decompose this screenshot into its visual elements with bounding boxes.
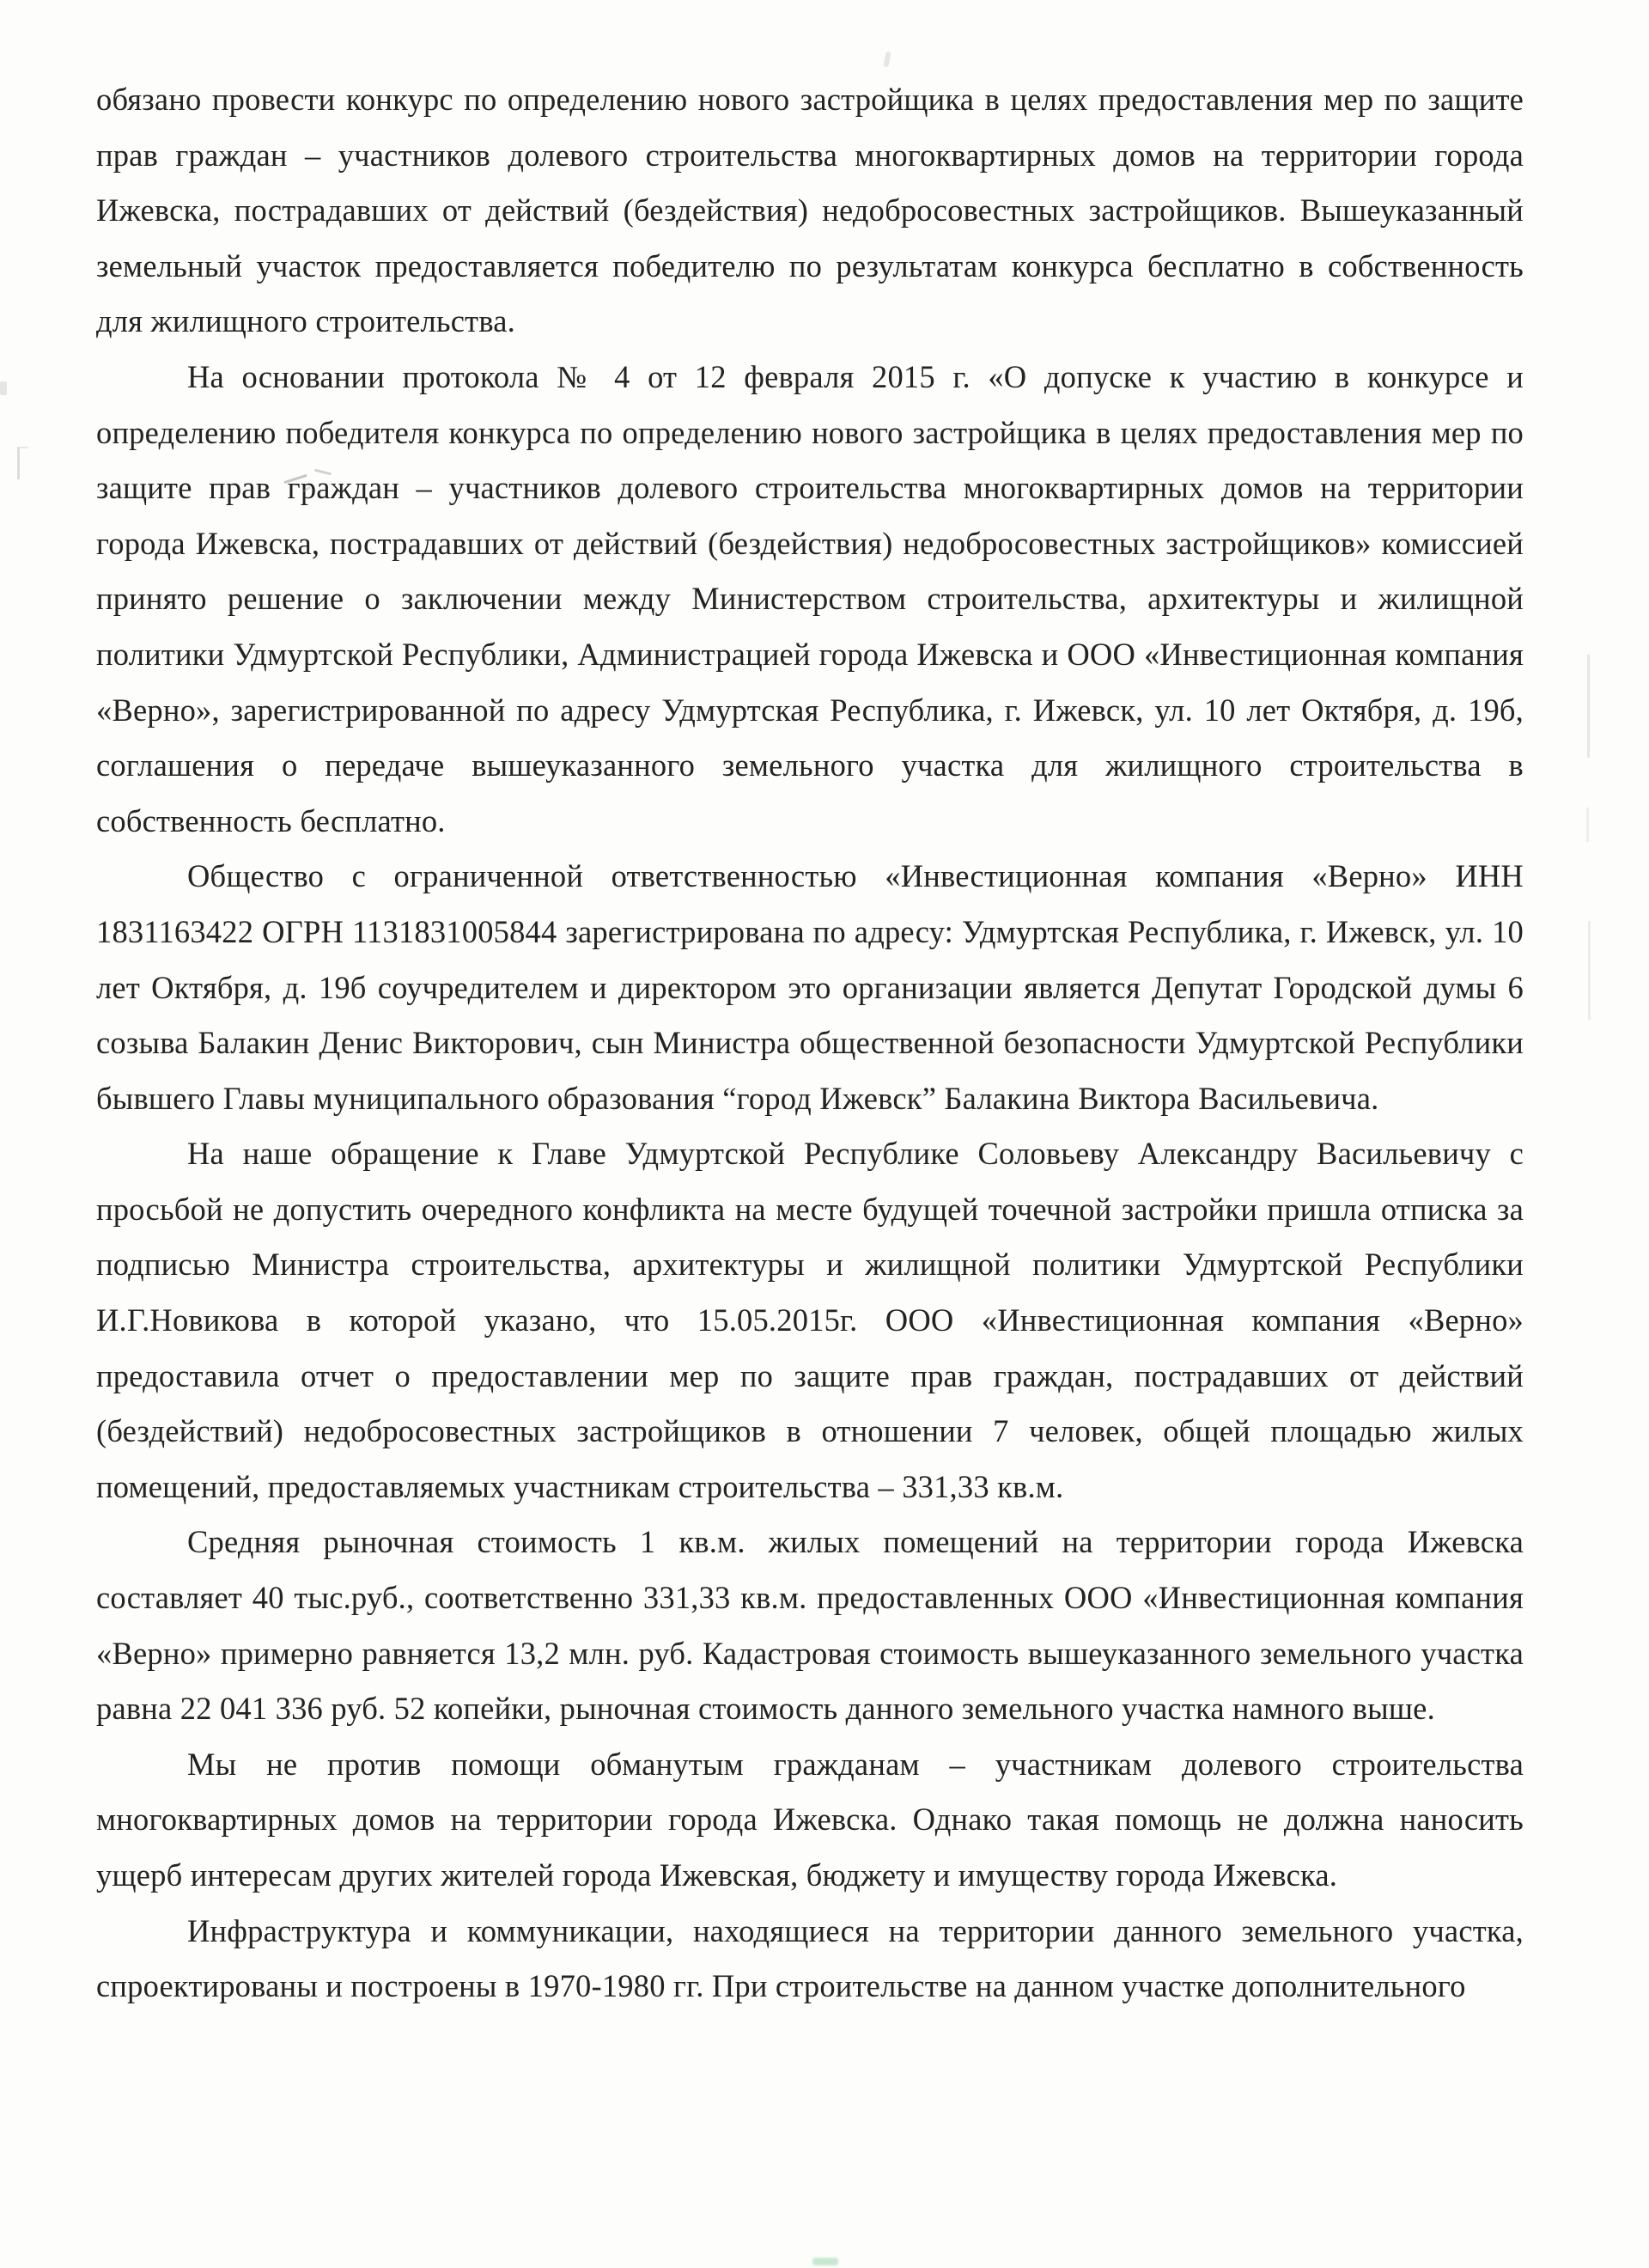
paragraph: Инфраструктура и коммуникации, находящиеся на территории данного земельного участка, спроектированы и построены в 1970-1980 гг. При строительстве на данном участке дополнительного bbox=[96, 1912, 1524, 2004]
paragraph: Общество с ограниченной ответственностью «Инвестиционная компания «Верно» ИНН 1831163422 ОГРН 1131831005844 зарегистрирована по адресу: Удмуртская Республика, г. Ижевск, ул. 10 лет Октября, д. 19б соучредителем и директором это организации является Депутат Городской думы 6 созыва Балакин Денис Викторович, сын Министра общественной безопасности Удмуртской Республики бывшего Главы муниципального образования “город Ижевск” Балакина Виктора Васильевича. bbox=[96, 858, 1524, 1116]
paragraph: обязано провести конкурс по определению нового застройщика в целях предоставления мер по защите прав граждан – участников долевого строительства многоквартирных домов на территории города Ижевска, пострадавших от действий (бездействия) недобросовестных застройщиков. Вышеуказанный земельный участок предоставляется победителю по результатам конкурса бесплатно в собственность для жилищного строительства. bbox=[96, 82, 1524, 339]
scan-noise-mark bbox=[17, 447, 28, 479]
scan-noise-mark bbox=[0, 381, 7, 395]
document-body-text bbox=[96, 72, 1524, 2015]
scan-noise-mark bbox=[883, 52, 891, 68]
paragraph: На наше обращение к Главе Удмуртской Республике Соловьеву Александру Васильевичу с просьбой не допустить очередного конфликта на месте будущей точечной застройки пришла отписка за подписью Министра строительства, архитектуры и жилищной политики Удмуртской Республики И.Г.Новикова в которой указано, что 15.05.2015г. ООО «Инвестиционная компания «Верно» предоставила отчет о предоставлении мер по защите прав граждан, пострадавших от действий (бездействий) недобросовестных застройщиков в отношении 7 человек, общей площадью жилых помещений, предоставляемых участникам строительства – 331,33 кв.м. bbox=[96, 1136, 1524, 1504]
scan-edge-shadow bbox=[1587, 655, 1590, 758]
green-scan-mark bbox=[812, 2258, 838, 2265]
paragraph: Мы не против помощи обманутым гражданам – участникам долевого строительства многоквартирных домов на территории города Ижевска. Однако такая помощь не должна наносить ущерб интересам других жителей города Ижевская, бюджету и имуществу города Ижевска. bbox=[96, 1746, 1524, 1893]
scan-edge-shadow bbox=[1588, 921, 1591, 1020]
paragraph: Средняя рыночная стоимость 1 кв.м. жилых помещений на территории города Ижевска составляет 40 тыс.руб., соответственно 331,33 кв.м. предоставленных ООО «Инвестиционная компания «Верно» примерно равняется 13,2 млн. руб. Кадастровая стоимость вышеуказанного земельного участка равна 22 041 336 руб. 52 копейки, рыночная стоимость данного земельного участка намного выше. bbox=[96, 1524, 1524, 1727]
paragraph: На основании протокола № 4 от 12 февраля 2015 г. «О допуске к участию в конкурсе и определению победителя конкурса по определению нового застройщика в целях предоставления мер по защите прав граждан – участников долевого строительства многоквартирных домов на территории города Ижевска, пострадавших от действий (бездействия) недобросовестных застройщиков» комиссией принято решение о заключении между Министерством строительства, архитектуры и жилищной политики Удмуртской Республики, Администрацией города Ижевска и ООО «Инвестиционная компания «Верно», зарегистрированной по адресу Удмуртская Республика, г. Ижевск, ул. 10 лет Октября, д. 19б, соглашения о передаче вышеуказанного земельного участка для жилищного строительства в собственность бесплатно. bbox=[96, 358, 1524, 838]
scan-edge-shadow bbox=[1586, 808, 1589, 842]
